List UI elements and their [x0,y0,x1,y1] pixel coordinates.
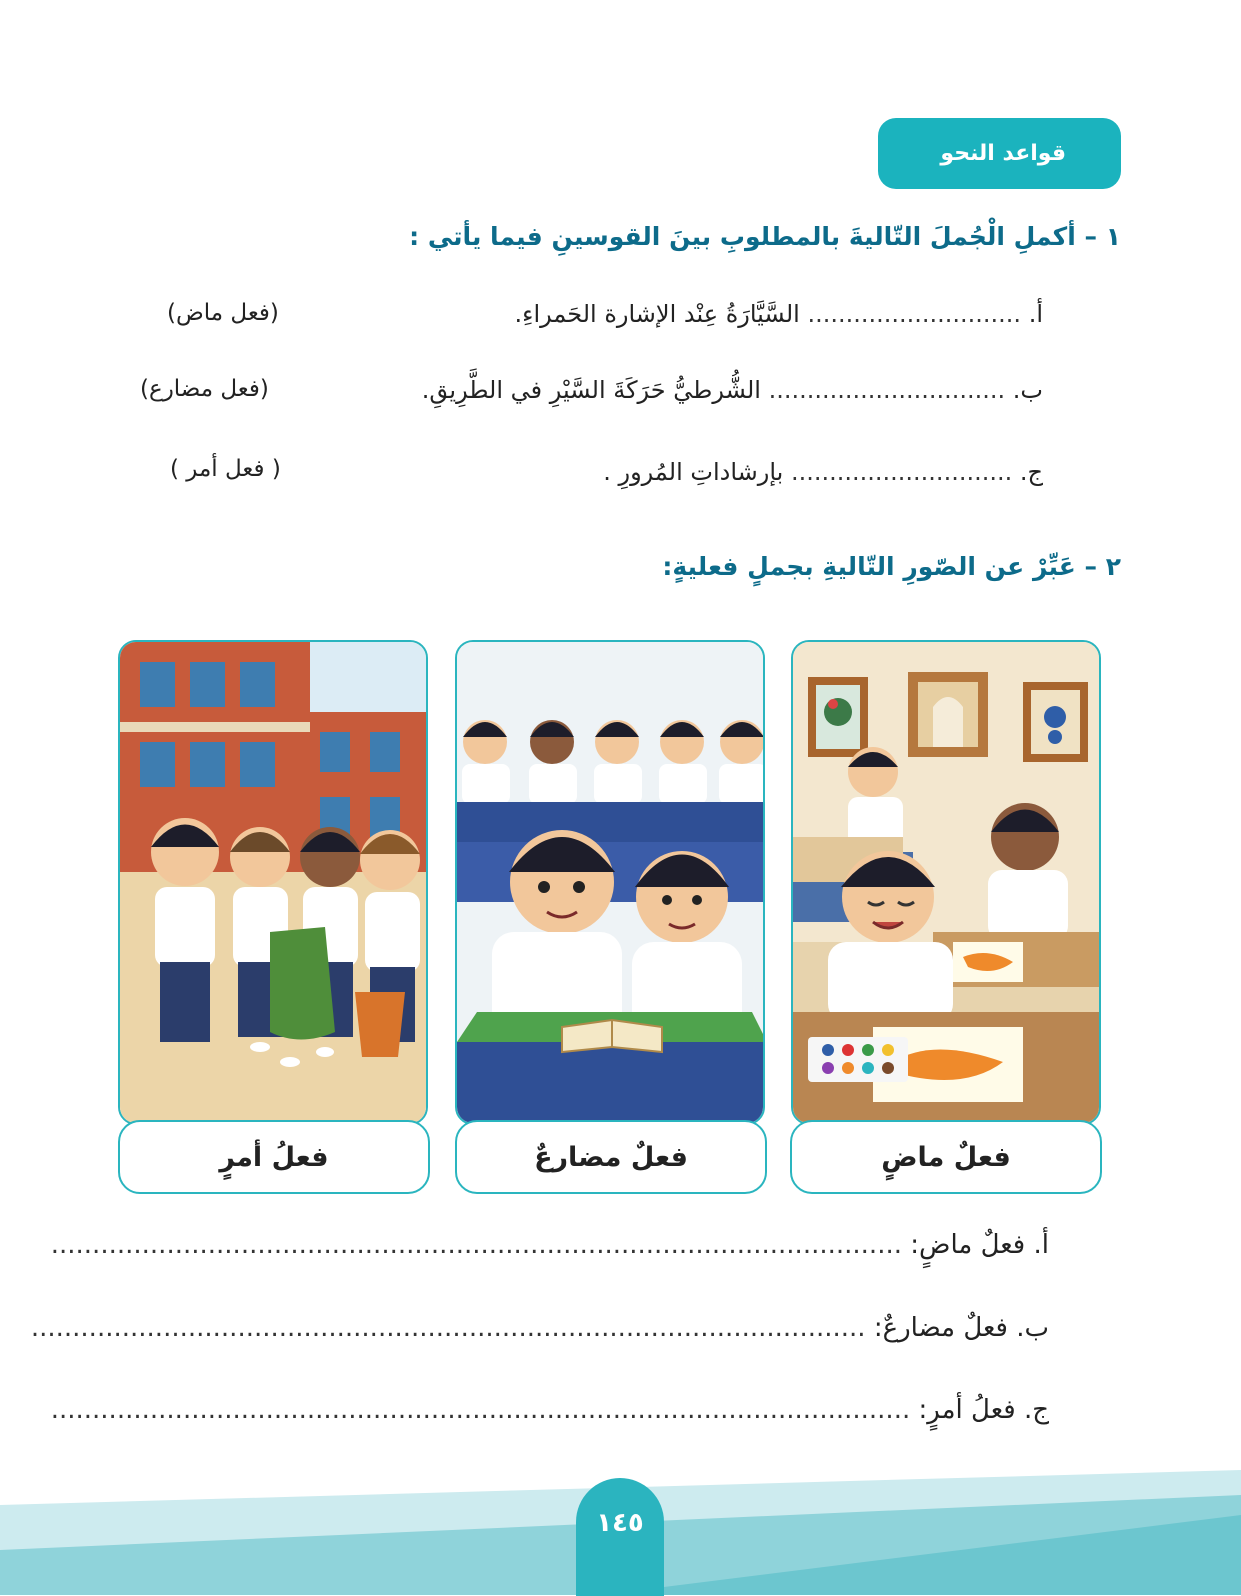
q1-item-b-hint: (فعل مضارع) [140,376,269,402]
q1-item-b-blank[interactable]: ............................... [768,376,1006,404]
reading-class-illustration [457,642,765,1125]
question-2-text: عَبِّرْ عن الصّورِ التّاليةِ بجملٍ فعليةٍ: [662,552,1076,581]
card-label-present-verb-text: فعلٌ مضارعٌ [534,1141,688,1173]
cleaning-yard-illustration [120,642,428,1125]
q1-item-c-letter: ج. [1019,458,1043,486]
section-title: قواعد النحو [940,141,1066,166]
answer-line-past [51,1230,1049,1260]
answer-line-present-label: ب. فعلٌ مضارعٌ: [873,1313,1049,1343]
answer-line-imperative [51,1395,1049,1425]
question-1-text: أكملِ الْجُملَ التّاليةَ بالمطلوبِ بينَ القوسينِ فيما يأتي : [409,222,1076,251]
painting-class-illustration [793,642,1101,1125]
q1-item-a [515,300,1043,328]
card-label-past-verb [790,1120,1102,1194]
image-card-reading [455,640,765,1125]
question-2-title [662,552,1121,581]
answer-line-past-label: أ. فعلٌ ماضٍ: [910,1230,1049,1260]
answer-line-present-blank[interactable]: ..................................................................................................... [30,1313,866,1343]
page-number: ١٤٥ [596,1508,644,1538]
q1-item-c-blank[interactable]: ............................. [790,458,1013,486]
card-label-imperative-verb-text: فعلُ أمرٍ [219,1141,329,1173]
q1-item-b [422,376,1043,404]
card-label-past-verb-text: فعلٌ ماضٍ [881,1141,1011,1173]
q1-item-a-text: السَّيَّارَةُ عِنْد الإشارة الحَمراءِ. [514,300,800,328]
card-label-present-verb [455,1120,767,1194]
card-label-imperative-verb [118,1120,430,1194]
q1-item-c [603,458,1043,486]
answer-line-present [31,1313,1049,1343]
answer-line-imperative-blank[interactable]: ........................................................................................................ [50,1395,911,1425]
q1-item-a-blank[interactable]: ............................ [807,300,1022,328]
q1-item-a-hint: (فعل ماض) [167,300,279,326]
answer-line-imperative-label: ج. فعلُ أمرٍ: [918,1395,1049,1425]
q1-item-c-hint: ( فعل أمر ) [170,456,281,482]
answer-line-past-blank[interactable]: ....................................................................................................... [50,1230,902,1260]
question-1-number: ١ – [1084,222,1121,251]
page-number-badge [576,1478,664,1596]
image-card-painting [791,640,1101,1125]
q1-item-a-letter: أ. [1028,300,1043,328]
question-1-title [409,222,1121,251]
q1-item-c-text: بإرشاداتِ المُرورِ . [603,458,784,486]
q1-item-b-text: الشُّرطيُّ حَرَكَةَ السَّيْرِ في الطَّرِيقِ. [421,376,761,404]
question-2-number: ٢ – [1084,552,1121,581]
image-card-cleaning [118,640,428,1125]
section-title-tab [878,118,1121,189]
q1-item-b-letter: ب. [1012,376,1043,404]
